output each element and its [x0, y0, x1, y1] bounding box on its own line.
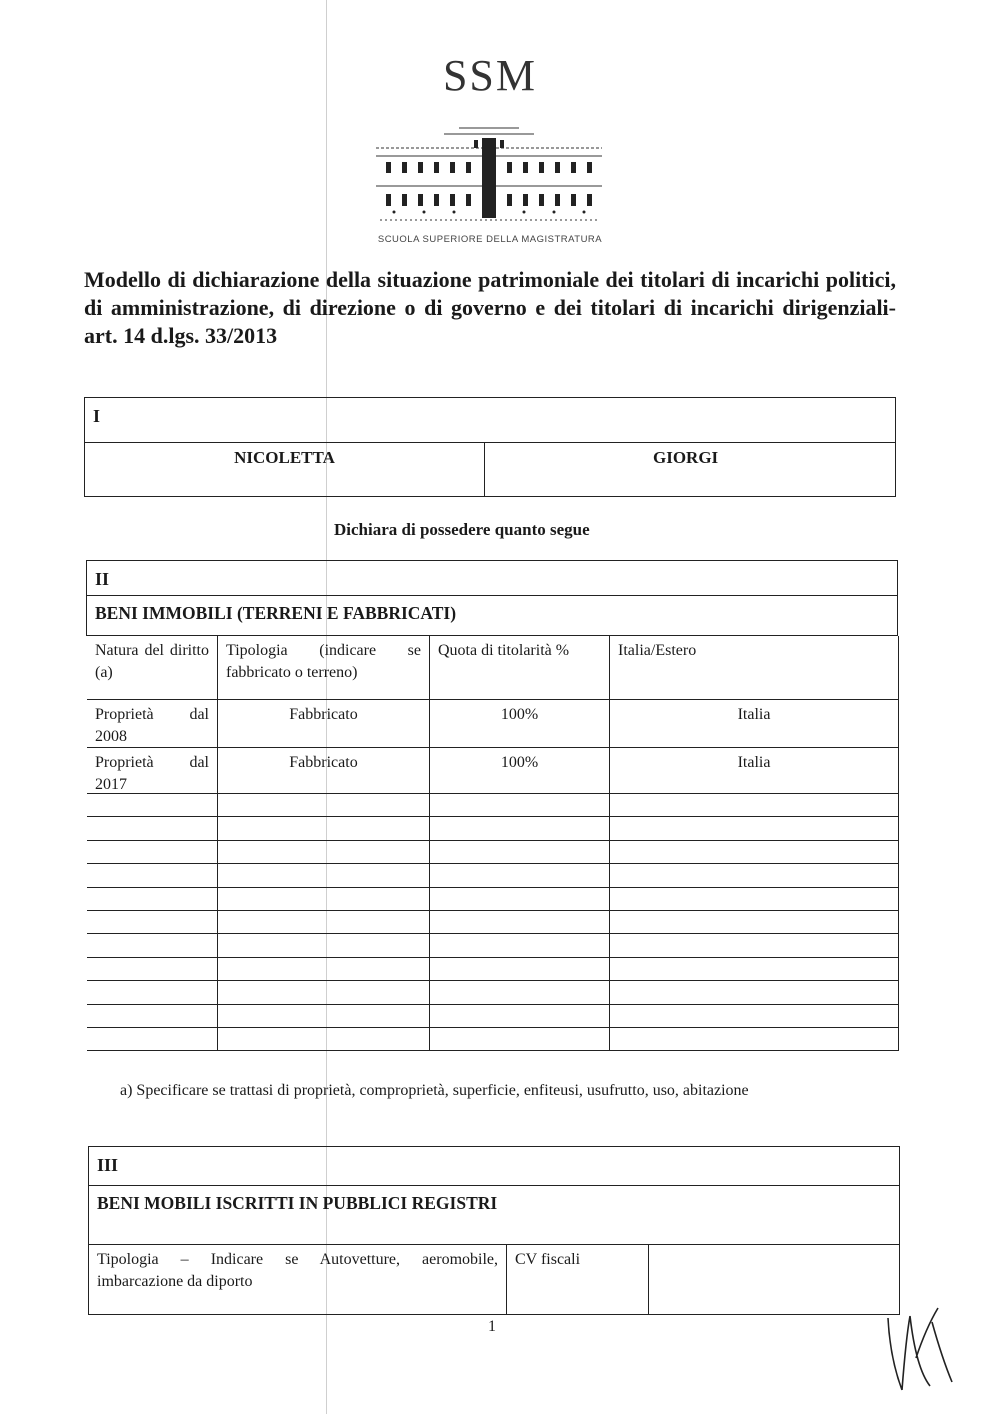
section-ii-title-row [86, 595, 898, 636]
column-header: Natura del diritto (a) [87, 636, 218, 700]
building-icon [374, 120, 604, 228]
table-cell [87, 911, 218, 934]
table-cell [430, 841, 610, 864]
table-cell [218, 934, 430, 957]
table-cell [610, 934, 899, 957]
table-cell [87, 888, 218, 911]
footnote-a: a) Specificare se trattasi di proprietà, comproprietà, superficie, enfiteusi, usufrutto, uso, abitazione [120, 1082, 749, 1099]
table-cell [610, 1005, 899, 1028]
table-cell [610, 911, 899, 934]
table-cell [87, 958, 218, 981]
section-iii-title-row [88, 1185, 900, 1245]
table-cell [87, 841, 218, 864]
section-iii-numeral-row [88, 1146, 900, 1186]
table-cell [610, 817, 899, 840]
table-cell [218, 817, 430, 840]
section-i-box [84, 397, 896, 497]
last-name: GIORGI [653, 448, 719, 467]
first-name: NICOLETTA [85, 442, 485, 496]
table-cell: 100% [430, 700, 610, 748]
table-cell [610, 841, 899, 864]
logo-caption: SCUOLA SUPERIORE DELLA MAGISTRATURA [377, 234, 603, 245]
table-cell [430, 1028, 610, 1051]
table-cell [87, 817, 218, 840]
table-cell [610, 888, 899, 911]
section-i-header-row [85, 398, 895, 443]
movable-assets-table [88, 1245, 900, 1315]
table-cell [87, 934, 218, 957]
table-cell [430, 817, 610, 840]
column-header: CV fiscali [507, 1245, 649, 1314]
table-cell [610, 981, 899, 1004]
table-cell [430, 1005, 610, 1028]
ssm-logo [370, 50, 610, 245]
column-header: Quota di titolarità % [430, 636, 610, 700]
table-cell [430, 934, 610, 957]
table-cell: Italia [610, 700, 899, 748]
table-cell: Fabbricato [218, 700, 430, 748]
signature-initials [880, 1298, 960, 1398]
table-cell [610, 794, 899, 817]
section-ii-numeral: II [95, 569, 110, 589]
document-title: Modello di dichiarazione della situazione patrimoniale dei titolari di incarichi politici, di amministrazione, di direzione o di governo e dei titolari di incarichi dirigenziali- art. 14 d.lgs. 33/2013 [84, 267, 896, 348]
table-cell [430, 794, 610, 817]
table-cell [430, 981, 610, 1004]
table-cell [87, 981, 218, 1004]
table-cell [218, 911, 430, 934]
page-number: 1 [488, 1318, 496, 1335]
table-cell [87, 794, 218, 817]
table-cell [610, 1028, 899, 1051]
column-header: Italia/Estero [610, 636, 899, 700]
table-cell [218, 841, 430, 864]
table-cell [218, 1005, 430, 1028]
section-iii-title: BENI MOBILI ISCRITTI IN PUBBLICI REGISTRI [97, 1193, 498, 1213]
section-ii-numeral-row [86, 560, 898, 596]
table-cell: Fabbricato [218, 748, 430, 794]
table-cell [218, 981, 430, 1004]
table-cell [87, 1005, 218, 1028]
column-header [649, 1245, 899, 1314]
table-cell [430, 864, 610, 887]
table-cell: Proprietà dal 2017 [87, 748, 218, 794]
table-cell [430, 911, 610, 934]
table-cell [218, 1028, 430, 1051]
table-cell [218, 794, 430, 817]
section-ii-title: BENI IMMOBILI (TERRENI E FABBRICATI) [95, 603, 457, 623]
column-header: Tipologia (indicare se fabbricato o terreno) [218, 636, 430, 700]
column-header: Tipologia – Indicare se Autovetture, aeromobile, imbarcazione da diporto [89, 1245, 507, 1314]
table-cell [430, 888, 610, 911]
table-cell [218, 958, 430, 981]
section-i-numeral: I [93, 406, 101, 426]
table-cell [218, 864, 430, 887]
table-cell [218, 888, 430, 911]
table-cell [430, 958, 610, 981]
table-cell: 100% [430, 748, 610, 794]
declaration-text: Dichiara di possedere quanto segue [334, 520, 590, 539]
table-cell: Proprietà dal 2008 [87, 700, 218, 748]
table-cell [87, 864, 218, 887]
logo-text: SSM [442, 51, 538, 100]
table-cell [610, 864, 899, 887]
table-cell [87, 1028, 218, 1051]
table-cell [610, 958, 899, 981]
section-iii-numeral: III [97, 1155, 119, 1175]
table-cell: Italia [610, 748, 899, 794]
